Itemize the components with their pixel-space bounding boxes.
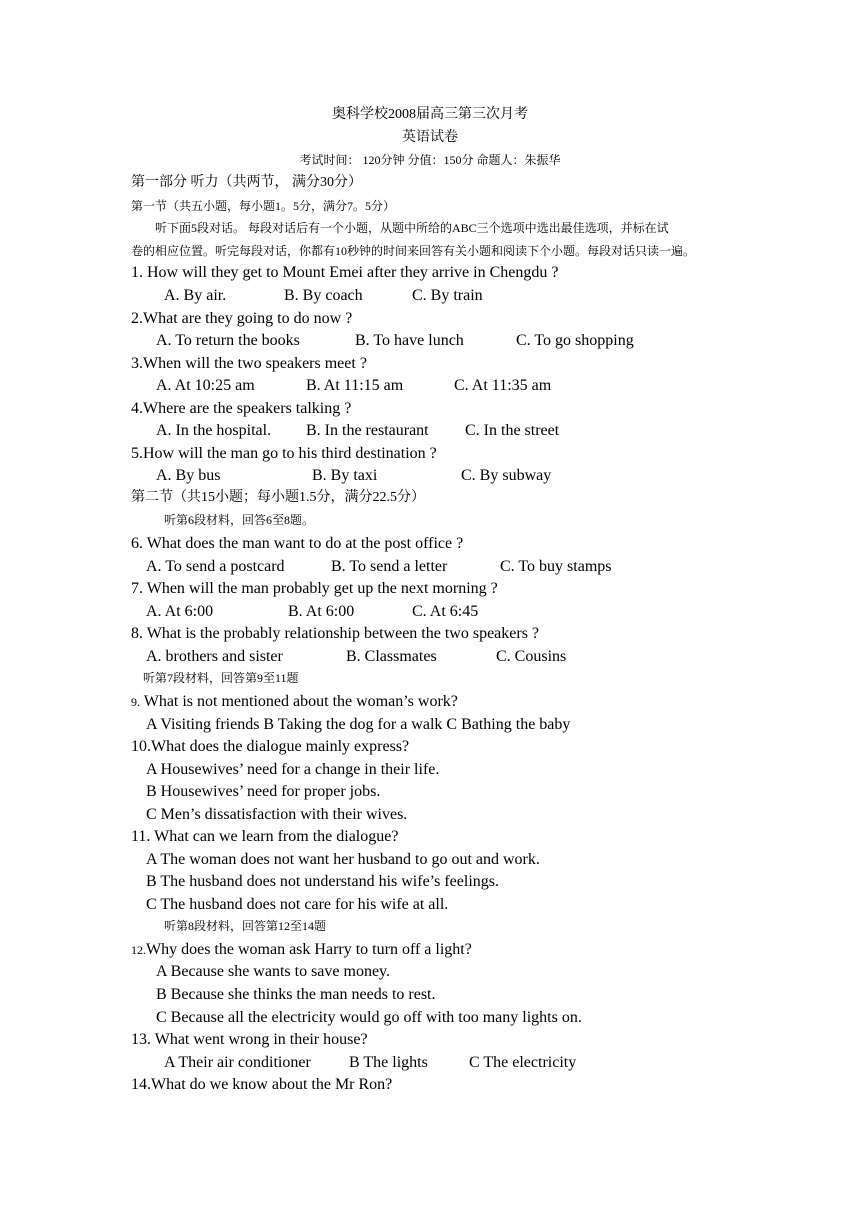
question-9 bbox=[131, 694, 458, 710]
question-1: 1. How will they get to Mount Emei after they arrive in Chengdu ? bbox=[131, 264, 559, 281]
q3-option-c: C. At 11:35 am bbox=[454, 377, 552, 394]
note-passage-6: 听第6段材料，回答6至8题。 bbox=[164, 513, 315, 527]
q2-option-c: C. To go shopping bbox=[516, 332, 634, 349]
q7-option-c: C. At 6:45 bbox=[412, 603, 479, 620]
q8-option-c: C. Cousins bbox=[496, 648, 567, 665]
q11-option-b: B The husband does not understand his wife’s feelings. bbox=[146, 873, 499, 890]
q3-option-a: A. At 10:25 am bbox=[156, 377, 255, 394]
q8-option-b: B. Classmates bbox=[346, 648, 437, 665]
q12-number: 12. bbox=[131, 943, 146, 957]
part1-title: 第一部分 听力（共两节， 满分30分） bbox=[131, 175, 362, 190]
q1-option-b: B. By coach bbox=[284, 287, 363, 304]
q12-option-b: B Because she thinks the man needs to rest. bbox=[156, 986, 436, 1003]
q11-option-c: C The husband does not care for his wife at all. bbox=[146, 896, 449, 913]
question-5: 5.How will the man go to his third destination ? bbox=[131, 445, 437, 462]
note-passage-8: 听第8段材料，回答第12至14题 bbox=[164, 919, 327, 933]
q1-option-c: C. By train bbox=[412, 287, 483, 304]
q7-option-b: B. At 6:00 bbox=[288, 603, 355, 620]
q2-option-b: B. To have lunch bbox=[355, 332, 464, 349]
q9-text: What is not mentioned about the woman’s work? bbox=[140, 693, 458, 710]
question-2: 2.What are they going to do now ? bbox=[131, 310, 353, 327]
q5-option-b: B. By taxi bbox=[312, 467, 378, 484]
q4-option-c: C. In the street bbox=[465, 422, 560, 439]
q4-option-b: B. In the restaurant bbox=[306, 422, 429, 439]
q13-option-c: C The electricity bbox=[469, 1054, 577, 1071]
note-passage-7: 听第7段材料，回答第9至11题 bbox=[143, 671, 299, 685]
q5-option-a: A. By bus bbox=[156, 467, 221, 484]
q10-option-c: C Men’s dissatisfaction with their wives. bbox=[146, 806, 408, 823]
q12-option-c: C Because all the electricity would go off with too many lights on. bbox=[156, 1009, 582, 1026]
q5-option-c: C. By subway bbox=[461, 467, 552, 484]
q4-option-a: A. In the hospital. bbox=[156, 422, 272, 439]
exam-info: 考试时间： 120分钟 分值：150分 命题人：朱振华 bbox=[299, 153, 561, 167]
q10-option-a: A Housewives’ need for a change in their life. bbox=[146, 761, 440, 778]
instructions-line2: 卷的相应位置。听完每段对话，你都有10秒钟的时间来回答有关小题和阅读下个小题。每段对话只读一遍。 bbox=[131, 244, 696, 258]
q12-option-a: A Because she wants to save money. bbox=[156, 963, 391, 980]
question-13: 13. What went wrong in their house? bbox=[131, 1031, 368, 1048]
q6-option-b: B. To send a letter bbox=[331, 558, 448, 575]
question-11: 11. What can we learn from the dialogue? bbox=[131, 828, 399, 845]
q8-option-a: A. brothers and sister bbox=[146, 648, 283, 665]
q6-option-c: C. To buy stamps bbox=[500, 558, 612, 575]
q13-option-b: B The lights bbox=[349, 1054, 428, 1071]
question-6: 6. What does the man want to do at the post office ? bbox=[131, 535, 464, 552]
question-12 bbox=[131, 942, 472, 958]
q12-text: Why does the woman ask Harry to turn off a light? bbox=[146, 941, 472, 958]
section2-title: 第二节（共15小题；每小题1.5分，满分22.5分） bbox=[131, 490, 425, 505]
exam-title: 奥科学校2008届高三第三次月考 bbox=[332, 107, 528, 122]
question-10: 10.What does the dialogue mainly express? bbox=[131, 738, 410, 755]
question-8: 8. What is the probably relationship between the two speakers ? bbox=[131, 625, 540, 642]
q9-number: 9. bbox=[131, 695, 140, 709]
q2-option-a: A. To return the books bbox=[156, 332, 300, 349]
q3-option-b: B. At 11:15 am bbox=[306, 377, 404, 394]
q10-option-b: B Housewives’ need for proper jobs. bbox=[146, 783, 381, 800]
q7-option-a: A. At 6:00 bbox=[146, 603, 214, 620]
q13-option-a: A Their air conditioner bbox=[164, 1054, 311, 1071]
question-4: 4.Where are the speakers talking ? bbox=[131, 400, 352, 417]
instructions-line1: 听下面5段对话。 每段对话后有一个小题，从题中所给的ABC三个选项中选出最佳选项，并标在试 bbox=[155, 221, 669, 235]
q11-option-a: A The woman does not want her husband to go out and work. bbox=[146, 851, 540, 868]
q1-option-a: A. By air. bbox=[164, 287, 227, 304]
exam-subject: 英语试卷 bbox=[402, 130, 458, 145]
question-7: 7. When will the man probably get up the next morning ? bbox=[131, 580, 498, 597]
section1-title: 第一节（共五小题，每小题1。5分，满分7。5分） bbox=[131, 199, 396, 213]
question-14: 14.What do we know about the Mr Ron? bbox=[131, 1076, 393, 1093]
q9-options: A Visiting friends B Taking the dog for a walk C Bathing the baby bbox=[146, 716, 571, 733]
q6-option-a: A. To send a postcard bbox=[146, 558, 285, 575]
question-3: 3.When will the two speakers meet ? bbox=[131, 355, 367, 372]
